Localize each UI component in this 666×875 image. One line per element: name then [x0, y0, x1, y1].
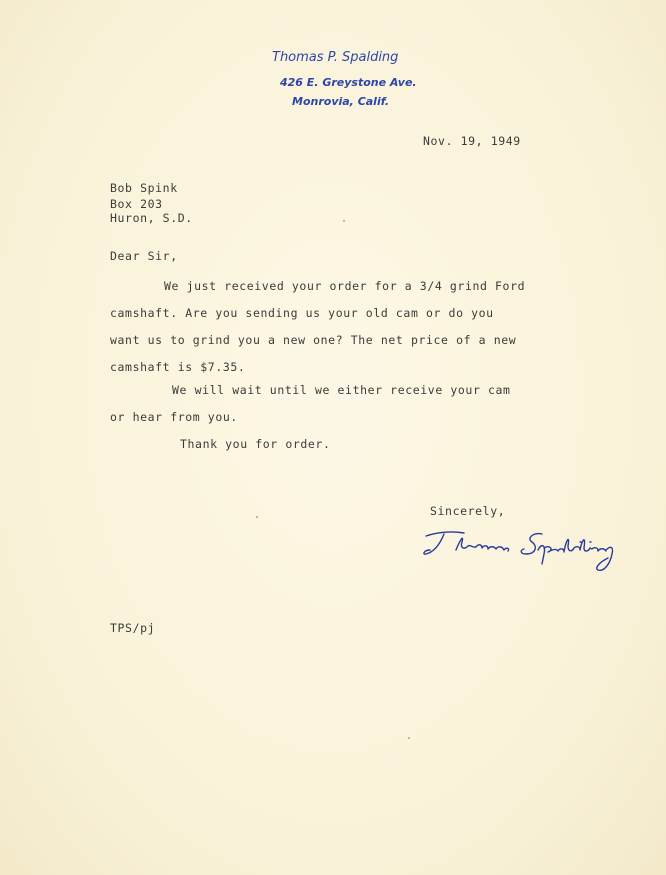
paper-speck: [343, 220, 345, 222]
typist-initials: TPS/pj: [110, 621, 156, 635]
body-line: We will wait until we either receive your cam: [172, 383, 511, 397]
signature-graphic: [418, 520, 628, 576]
paper-speck: [256, 516, 258, 518]
letterhead-city: Monrovia, Calif.: [292, 95, 390, 108]
recipient-box: Box 203: [110, 197, 163, 211]
handwritten-signature: [418, 520, 628, 576]
letterhead-street: 426 E. Greystone Ave.: [280, 76, 417, 89]
recipient-name: Bob Spink: [110, 181, 178, 195]
paper-speck: [408, 737, 410, 739]
body-line: Thank you for order.: [180, 437, 331, 451]
body-line: camshaft. Are you sending us your old cam or do you: [110, 306, 494, 320]
body-line: We just received your order for a 3/4 grind Ford: [164, 279, 526, 293]
letter-date: Nov. 19, 1949: [423, 134, 521, 148]
recipient-city: Huron, S.D.: [110, 211, 193, 225]
closing: Sincerely,: [430, 504, 506, 518]
letterhead-name: Thomas P. Spalding: [272, 50, 399, 65]
salutation: Dear Sir,: [110, 249, 178, 263]
body-line: want us to grind you a new one? The net price of a new: [110, 333, 517, 347]
body-line: camshaft is $7.35.: [110, 360, 246, 374]
body-line: or hear from you.: [110, 410, 238, 424]
